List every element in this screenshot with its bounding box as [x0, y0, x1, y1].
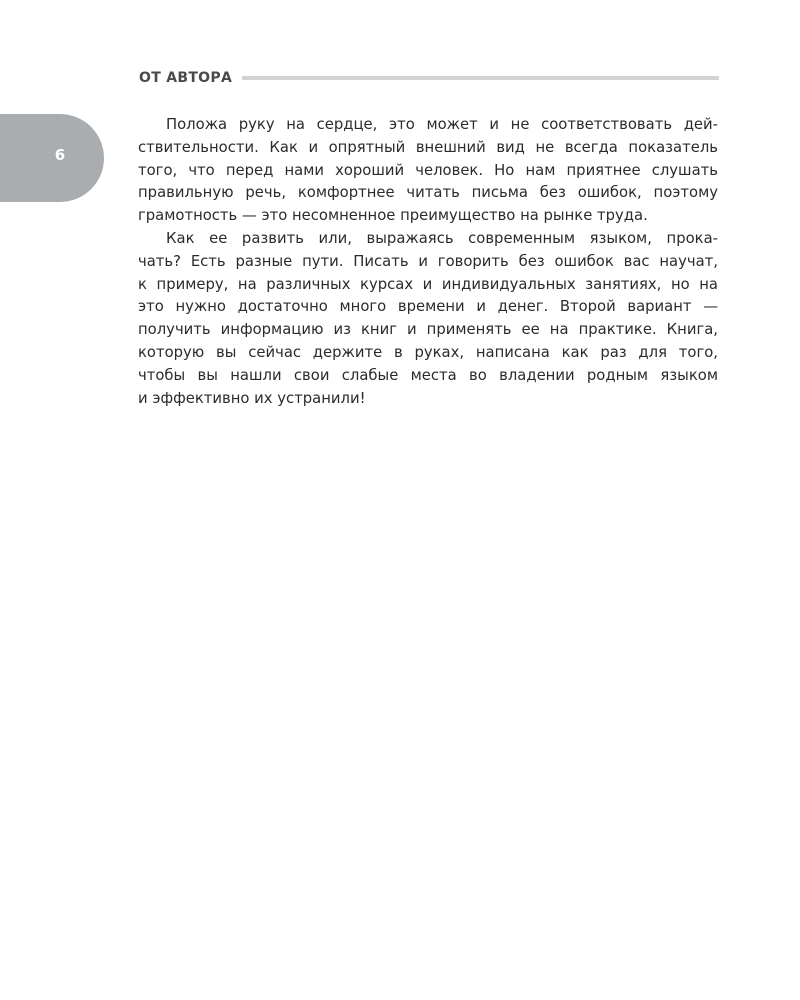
body-text: [138, 114, 718, 410]
text-line: получить информацию из книг и применять ее на практике. Книга,: [138, 321, 718, 339]
text-line: чать? Есть разные пути. Писать и говорить без ошибок вас научат,: [138, 252, 718, 270]
text-line: Как ее развить или, выражаясь современным языком, прока-: [166, 229, 718, 247]
text-line: к примеру, на различных курсах и индивидуальных занятиях, но на: [138, 275, 718, 293]
paragraph: [138, 114, 718, 228]
text-line: ствительности. Как и опрятный внешний вид не всегда показатель: [138, 138, 718, 156]
header-rule: [242, 76, 719, 80]
page-number: 6: [54, 146, 66, 164]
paragraph: [138, 228, 718, 410]
text-line: грамотность — это несомненное преимущество на рынке труда.: [138, 207, 648, 225]
running-header: [139, 68, 719, 88]
text-line: правильную речь, комфортнее читать письма без ошибок, поэтому: [138, 184, 718, 202]
text-line: и эффективно их устранили!: [138, 389, 366, 407]
text-line: которую вы сейчас держите в руках, написана как раз для того,: [138, 343, 718, 361]
text-line: это нужно достаточно много времени и денег. Второй вариант —: [138, 298, 718, 316]
section-title: ОТ АВТОРА: [139, 70, 233, 86]
text-line: чтобы вы нашли свои слабые места во владении родным языком: [138, 366, 718, 384]
text-line: Положа руку на сердце, это может и не соответствовать дей-: [166, 116, 718, 133]
text-line: того, что перед нами хороший человек. Но нам приятнее слушать: [138, 161, 718, 179]
